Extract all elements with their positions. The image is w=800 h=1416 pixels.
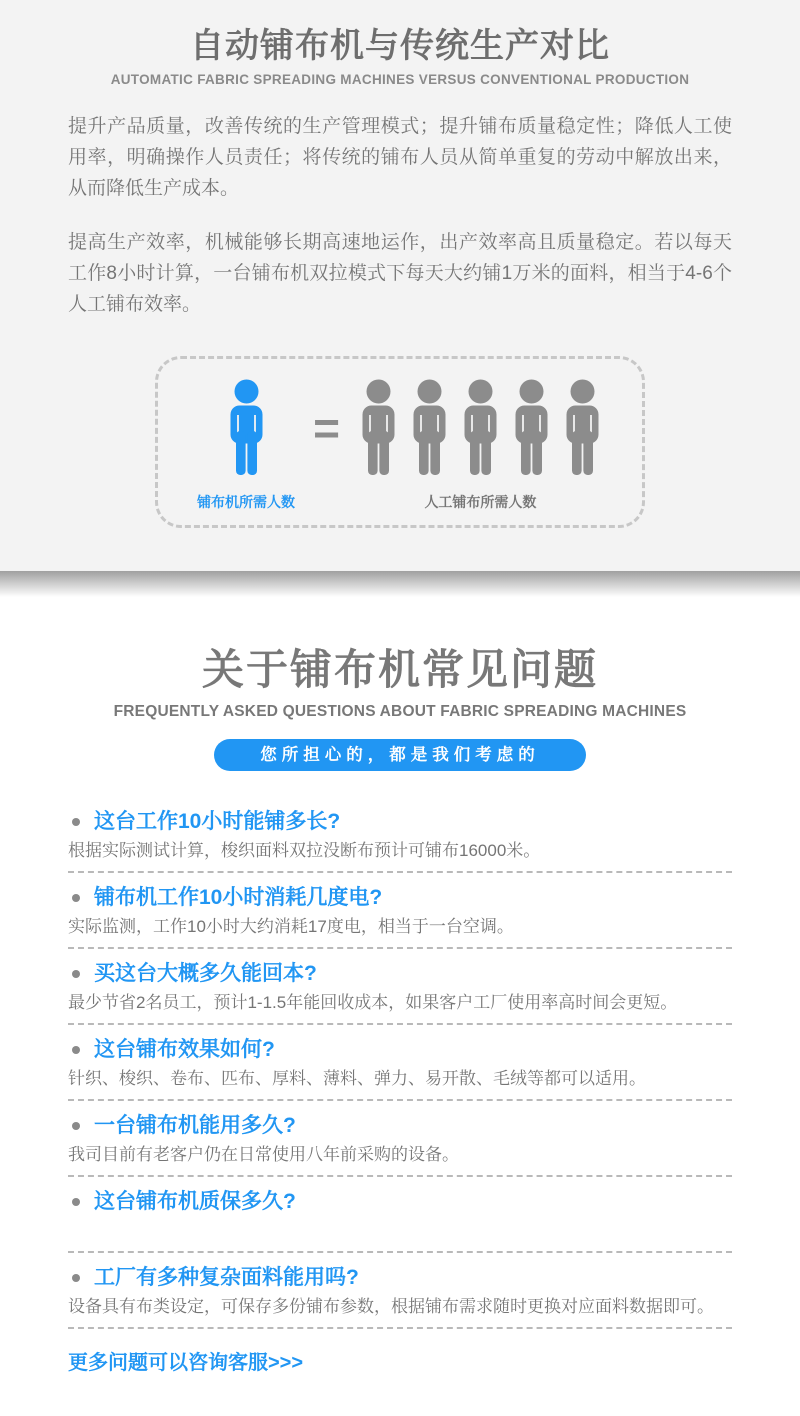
bullet-dot-icon (72, 970, 80, 978)
faq-question: 工厂有多种复杂面料能用吗? (94, 1266, 359, 1289)
comparison-title: 自动铺布机与传统生产对比 (190, 27, 610, 65)
faq-question: 这台铺布机质保多久? (94, 1190, 296, 1213)
equals-icon: = (313, 402, 340, 454)
bullet-dot-icon (72, 1046, 80, 1054)
faq-question: 买这台大概多久能回本? (94, 962, 317, 985)
faq-question: 这台工作10小时能铺多长? (94, 810, 341, 833)
faq-question: 一台铺布机能用多久? (94, 1114, 296, 1137)
gray-person-icon (460, 379, 501, 477)
faq-answer: 针织、梭织、卷布、匹布、厚料、薄料、弹力、易开散、毛绒等都可以适用。 (68, 1069, 646, 1088)
comparison-subtitle: AUTOMATIC FABRIC SPREADING MACHINES VERSUS CONVENTIONAL PRODUCTION (110, 72, 690, 87)
bullet-dot-icon (72, 1198, 80, 1206)
faq-question: 铺布机工作10小时消耗几度电? (94, 886, 383, 909)
faq-item (68, 797, 732, 873)
bullet-dot-icon (72, 894, 80, 902)
faq-answer: 实际监测，工作10小时大约消耗17度电，相当于一台空调。 (68, 917, 514, 936)
gray-person-icon (358, 379, 399, 477)
comparison-paragraph-1: 提升产品质量，改善传统的生产管理模式；提升铺布质量稳定性；降低人工使用率，明确操作人员责任；将传统的铺布人员从简单重复的劳动中解放出来，从而降低生产成本。 (68, 116, 732, 199)
faq-item (68, 1025, 732, 1101)
faq-item (68, 1101, 732, 1177)
section-divider-shadow (0, 571, 800, 597)
faq-title: 关于铺布机常见问题 (201, 646, 598, 693)
blue-person-icon (226, 379, 267, 477)
faq-answer: 最少节省2名员工，预计1-1.5年能回收成本，如果客户工厂使用率高时间会更短。 (68, 993, 678, 1012)
faq-section (0, 597, 800, 1375)
faq-answer: 我司目前有老客户仍在日常使用八年前采购的设备。 (68, 1145, 459, 1164)
machine-headcount-group (197, 379, 295, 512)
faq-banner: 您所担心的，都是我们考虑的 (214, 739, 586, 771)
bullet-dot-icon (72, 818, 80, 826)
gray-person-icon (409, 379, 450, 477)
gray-persons-row (358, 379, 603, 477)
manual-headcount-group (358, 379, 603, 512)
headcount-comparison-diagram (155, 356, 645, 528)
bullet-dot-icon (72, 1122, 80, 1130)
faq-subtitle: FREQUENTLY ASKED QUESTIONS ABOUT FABRIC SPREADING MACHINES (113, 703, 687, 720)
contact-support-link[interactable]: 更多问题可以咨询客服>>> (68, 1352, 304, 1374)
faq-item (68, 873, 732, 949)
faq-question: 这台铺布效果如何? (94, 1038, 275, 1061)
machine-headcount-label: 铺布机所需人数 (197, 494, 296, 510)
faq-list (68, 797, 732, 1329)
comparison-paragraph-2: 提高生产效率，机械能够长期高速地运作，出产效率高且质量稳定。若以每天工作8小时计算，一台铺布机双拉模式下每天大约铺1万米的面料，相当于4-6个人工铺布效率。 (68, 232, 732, 315)
faq-item (68, 1177, 732, 1253)
faq-answer (68, 1219, 732, 1242)
gray-person-icon (511, 379, 552, 477)
bullet-dot-icon (72, 1274, 80, 1282)
gray-person-icon (562, 379, 603, 477)
faq-item (68, 1253, 732, 1329)
faq-answer: 设备具有布类设定，可保存多份铺布参数，根据铺布需求随时更换对应面料数据即可。 (68, 1297, 714, 1316)
faq-answer: 根据实际测试计算，梭织面料双拉没断布预计可铺布16000米。 (68, 841, 541, 860)
comparison-section (0, 0, 800, 571)
faq-item (68, 949, 732, 1025)
manual-headcount-label: 人工铺布所需人数 (424, 494, 537, 510)
